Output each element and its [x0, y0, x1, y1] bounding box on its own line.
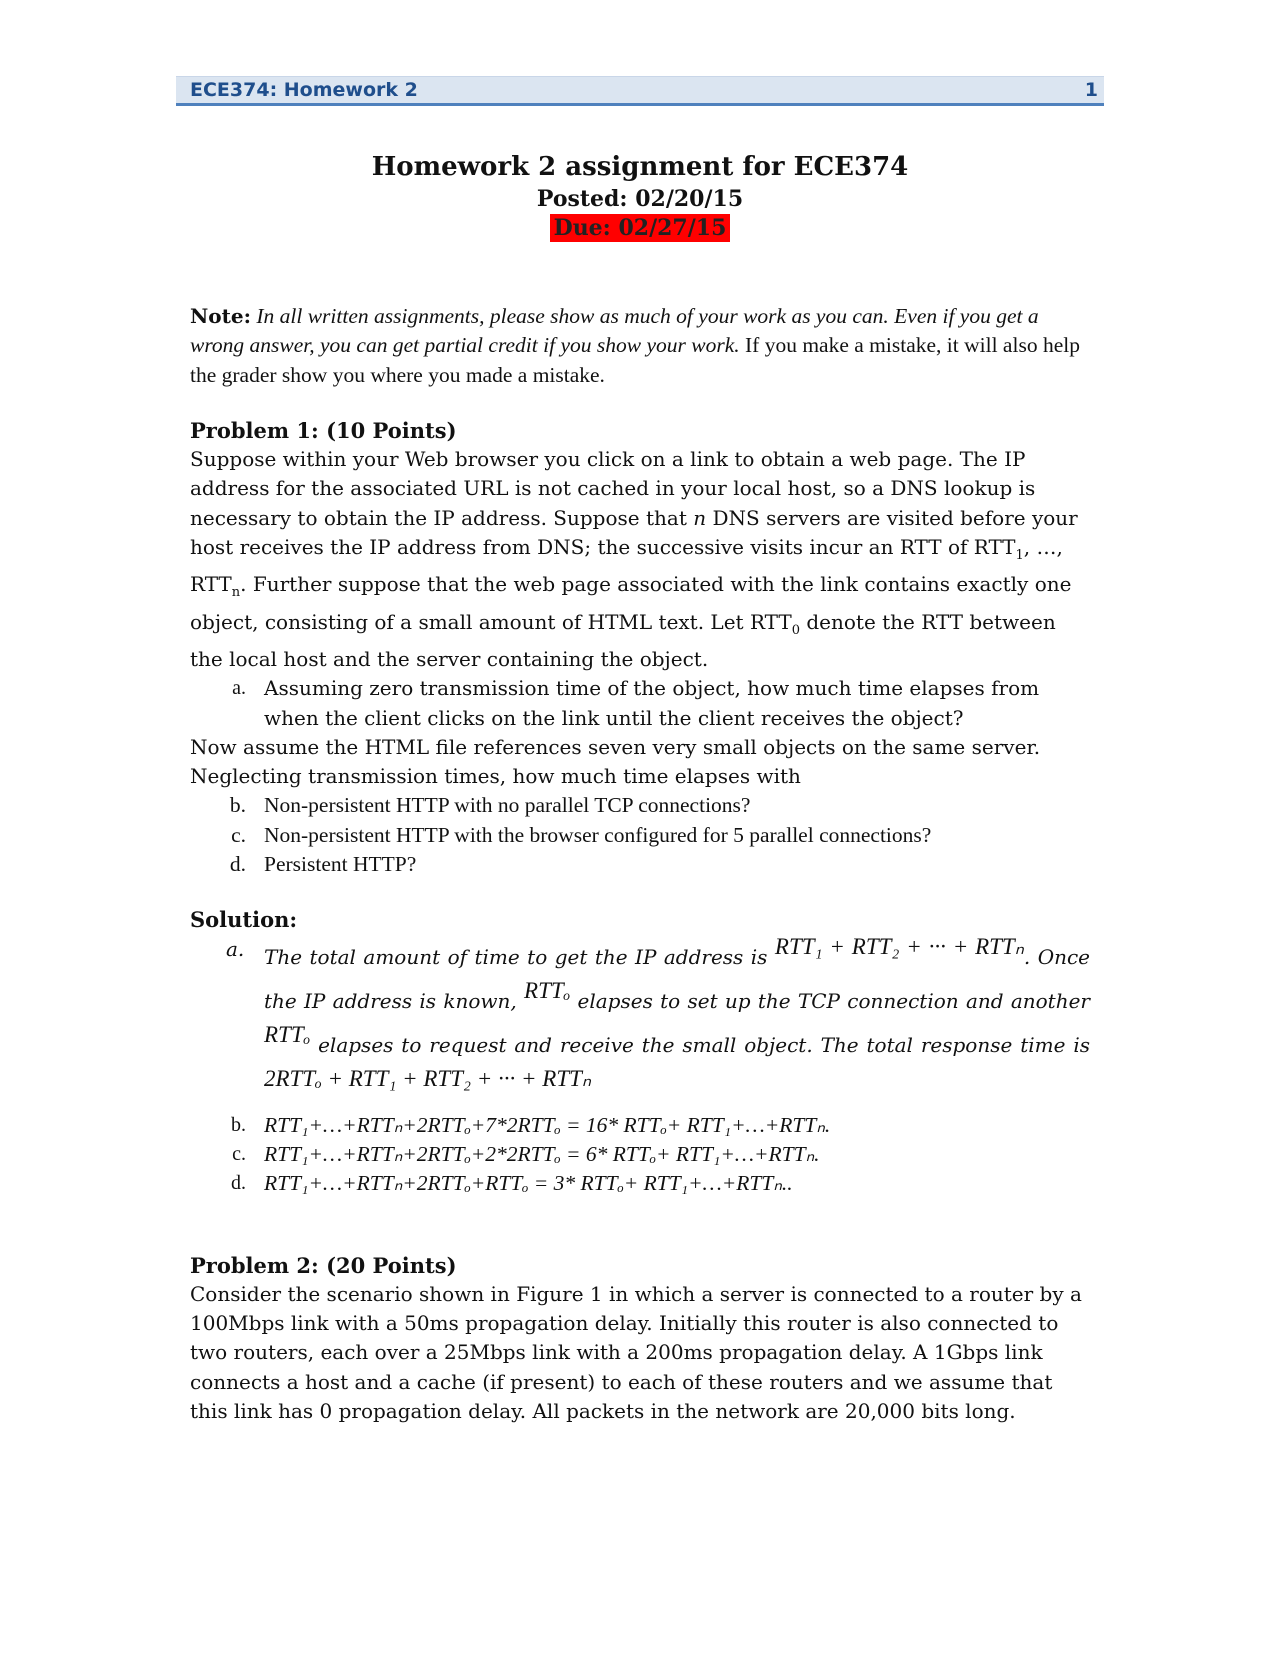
document-title: Homework 2 assignment for ECE374 [371, 152, 909, 182]
list-item: d. Persistent HTTP? [229, 852, 417, 877]
list-item: d. RTT₁+…+RTTₙ+2RTTₒ+RTTₒ = 3* RTTₒ+ RTT₁+…+RTTₙ.. [231, 1171, 793, 1196]
list-item: c. RTT₁+…+RTTₙ+2RTTₒ+2*2RTTₒ = 6* RTTₒ+ RTT₁+…+RTTₙ. [232, 1141, 820, 1166]
header-page-number: 1 [1084, 79, 1098, 101]
equation-dns-time: RTT₁ + RTT₂ + ··· + RTTₙ [774, 933, 1024, 959]
problem2-description: Consider the scenario shown in Figure 1 in which a server is connected to a router by a 100Mbps link with a 50ms propagation delay. Initially this router is also connected to two routers, each over a 25Mbps link with a 200ms propagation delay. A 1Gbps link connects a host and a cache (if present) to each of these routers and we assume that this link has 0 propagation delay. All packets in the network are 20,000 bits long. [190, 1281, 1082, 1424]
equation-total-time: 2RTTₒ + RTT₁ + RTT₂ + ··· + RTTₙ [264, 1065, 592, 1091]
list-item: c. Non-persistent HTTP with the browser configured for 5 parallel connections? [231, 822, 932, 847]
title-block [176, 150, 1104, 242]
problem1-item-a-list [190, 674, 1090, 733]
note-label: Note: [190, 304, 251, 328]
due-date: Due: 02/27/15 [550, 214, 731, 242]
list-item: b. Non-persistent HTTP with no parallel TCP connections? [229, 793, 751, 818]
posted-date: Posted: 02/20/15 [536, 186, 744, 212]
running-header [176, 76, 1104, 106]
problem1-mid-text: Now assume the HTML file references seven very small objects on the same server. Neglecting transmission times, how much time elapses with [190, 734, 1041, 789]
problem1-items [190, 791, 1090, 879]
solution-a: a. The total amount of time to get the IP address is RTT₁ + RTT₂ + ··· + RTTₙ. Once the IP address is known, RTTₒ elapses to set up the TCP connection and another RTTₒ elapses to request and receive the small object. The total response time is 2RTTₒ + RTT₁ + RTT₂ + ··· + RTTₙ [226, 933, 1091, 1091]
equation-rtt-o: RTTₒ [524, 977, 571, 1003]
problem1-description: Suppose within your Web browser you click on a link to obtain a web page. The IP address for the associated URL is not cached in your local host, so a DNS lookup is necessary to obtain the IP address. Suppose that n DNS servers are visited before your host receives the IP address from DNS; the successive visits incur an RTT of $RTT_1$, …, $RTT_n$. Further suppose that the web page associated with the link contains exactly one object, consisting of a small amount of HTML text. Let $RTT_0$ denote the RTT between the local host and the server containing the object. [190, 447, 1078, 671]
problem1-heading: Problem 1: (10 Points) [190, 417, 457, 443]
header-course: ECE374: Homework 2 [190, 79, 418, 101]
problem2-heading: Problem 2: (20 Points) [190, 1252, 457, 1278]
solution-items [190, 1111, 1090, 1199]
list-item: a. Assuming zero transmission time of the object, how much time elapses from when the client clicks on the link until the client receives the object? [232, 676, 1040, 730]
equation-rtt-o: RTTₒ [264, 1021, 311, 1047]
solution-heading: Solution: [190, 907, 298, 933]
note-paragraph [190, 302, 1090, 390]
note-plain: If you make a mistake, it will also help the grader show you where you made a mistake. [190, 333, 1080, 387]
list-item: b. RTT₁+…+RTTₙ+2RTTₒ+7*2RTTₒ = 16* RTTₒ+ RTT₁+…+RTTₙ. [231, 1112, 831, 1137]
document-body [190, 302, 1090, 1426]
note-italic: In all written assignments, please show as much of your work as you can. Even if you get a wrong answer, you can get partial credit if you show your work. [190, 304, 1039, 358]
